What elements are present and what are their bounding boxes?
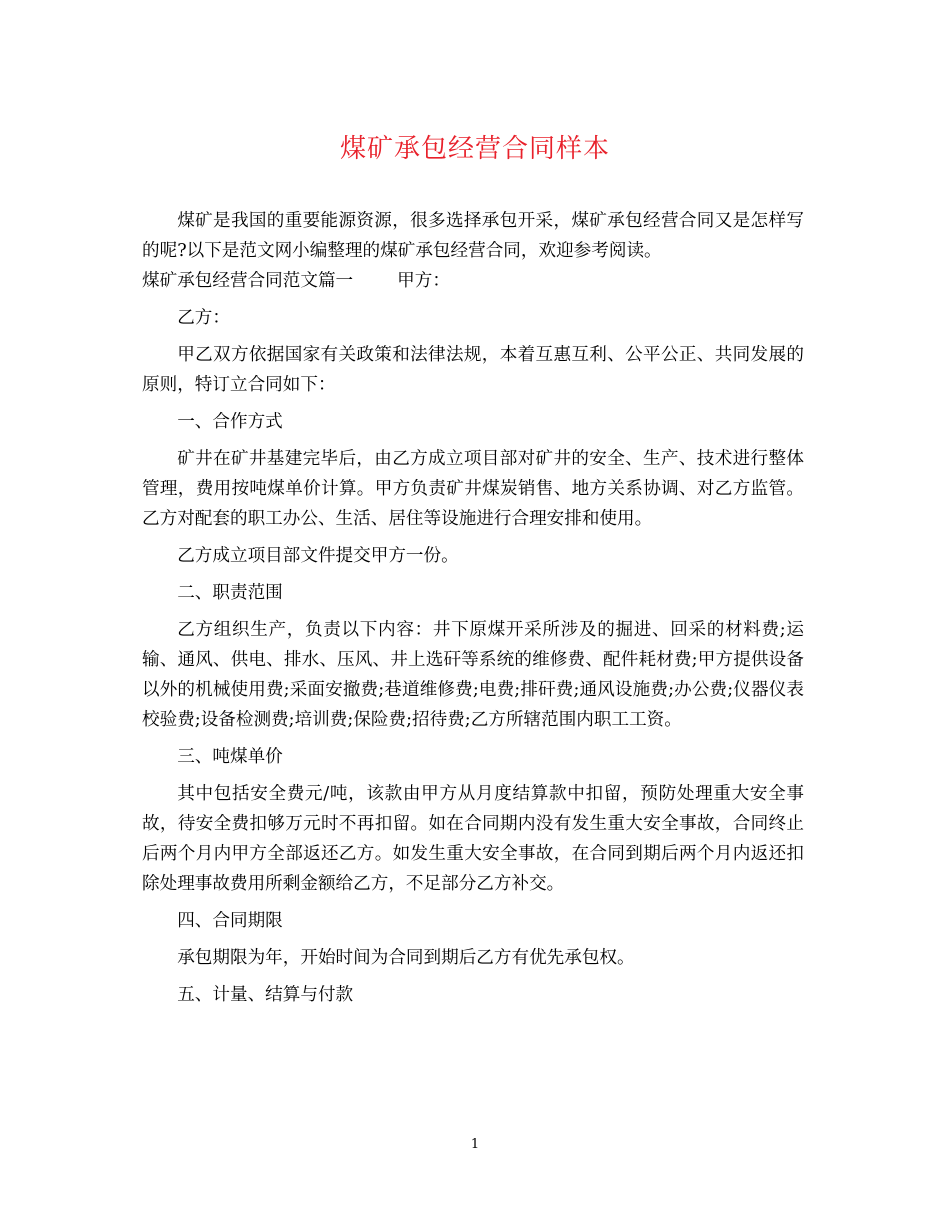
- intro-paragraph: 煤矿是我国的重要能源资源，很多选择承包开采，煤矿承包经营合同又是怎样写的呢?以下是范文网小编整理的煤矿承包经营合同，欢迎参考阅读。: [142, 211, 804, 261]
- heading-cooperation: 一、合作方式: [177, 412, 283, 432]
- document-title: 煤矿承包经营合同样本: [339, 134, 610, 164]
- term-paragraph: 承包期限为年，开始时间为合同到期后乙方有优先承包权。: [177, 948, 635, 968]
- heading-unit-price: 三、吨煤单价: [177, 747, 283, 767]
- section-heading-line: [142, 266, 804, 296]
- page-number: 1: [470, 1137, 480, 1152]
- sample-heading: 煤矿承包经营合同范文篇一: [142, 271, 354, 291]
- unit-price-paragraph: 其中包括安全费元/吨，该款由甲方从月度结算款中扣留，预防处理重大安全事故，待安全费扣够万元时不再扣留。如在合同期内没有发生重大安全事故，合同终止后两个月内甲方全部返还乙方。如发生重大安全事故，在合同到期后两个月内返还扣除处理事故费用所剩金额给乙方，不足部分乙方补交。: [142, 784, 804, 894]
- project-dept-paragraph: 乙方成立项目部文件提交甲方一份。: [177, 546, 459, 566]
- responsibilities-paragraph: 乙方组织生产，负责以下内容：井下原煤开采所涉及的掘进、回采的材料费;运输、通风、供电、排水、压风、井上选矸等系统的维修费、配件耗材费;甲方提供设备以外的机械使用费;采面安撤费;巷道维修费;电费;排矸费;通风设施费;办公费;仪器仪表校验费;设备检测费;培训费;保险费;招待费;乙方所辖范围内职工工资。: [142, 620, 804, 730]
- preamble-paragraph: 甲乙双方依据国家有关政策和法律法规，本着互惠互利、公平公正、共同发展的原则，特订立合同如下：: [142, 345, 804, 395]
- heading-term: 四、合同期限: [177, 911, 283, 931]
- heading-settlement: 五、计量、结算与付款: [177, 985, 354, 1005]
- cooperation-paragraph: 矿井在矿井基建完毕后，由乙方成立项目部对矿井的安全、生产、技术进行整体管理，费用按吨煤单价计算。甲方负责矿井煤炭销售、地方关系协调、对乙方监管。乙方对配套的职工办公、生活、居住等设施进行合理安排和使用。: [142, 449, 804, 529]
- party-b-label: 乙方：: [177, 308, 230, 328]
- document-body: [142, 206, 804, 1010]
- party-a-label: 甲方：: [397, 271, 450, 291]
- heading-responsibilities: 二、职责范围: [177, 583, 283, 603]
